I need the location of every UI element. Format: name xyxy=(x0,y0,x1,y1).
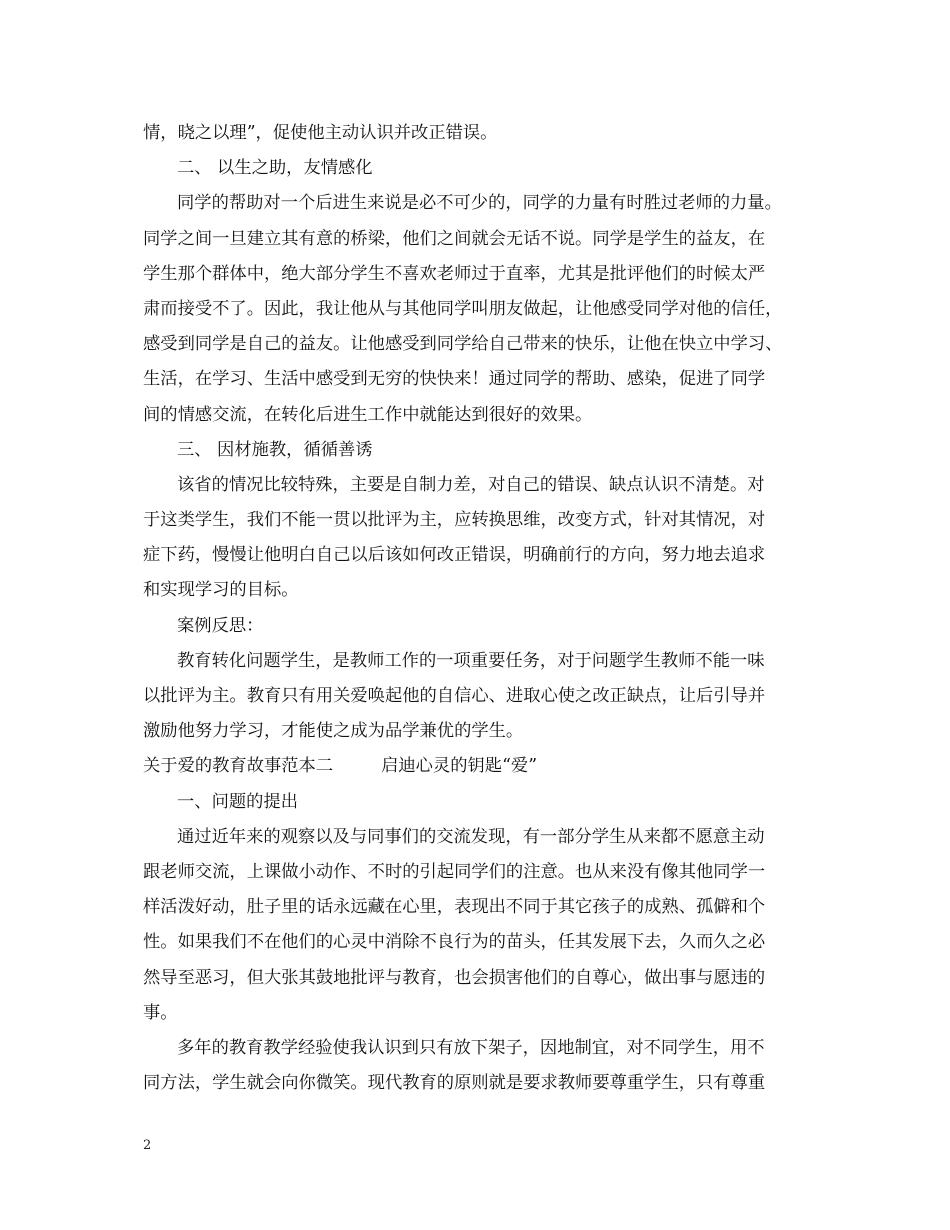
section-heading-three: 三、 因材施教，循循善诱 xyxy=(177,439,373,460)
paragraph-line: 间的情感交流，在转化后进生工作中就能达到很好的效果。 xyxy=(143,404,593,425)
paragraph-line: 生活，在学习、生活中感受到无穷的快快来！通过同学的帮助、感染，促进了同学 xyxy=(143,369,766,390)
page-number: 2 xyxy=(143,1138,152,1153)
paragraph-line: 事。 xyxy=(143,1002,178,1023)
section-heading-two: 二、 以生之助，友情感化 xyxy=(177,158,373,179)
paragraph-line: 同学之间一旦建立其有意的桥梁，他们之间就会无话不说。同学是学生的益友，在 xyxy=(143,228,766,249)
story-title-line xyxy=(143,749,823,784)
paragraph-line: 性。如果我们不在他们的心灵中消除不良行为的苗头，任其发展下去，久而久之必 xyxy=(143,932,766,953)
paragraph-line: 通过近年来的观察以及与同事们的交流发现，有一部分学生从来都不愿意主动 xyxy=(177,826,765,847)
paragraph-line: 激励他努力学习，才能使之成为品学兼优的学生。 xyxy=(143,721,524,742)
problem-heading: 一、问题的提出 xyxy=(177,791,298,812)
case-reflection-heading: 案例反思： xyxy=(177,615,264,636)
paragraph-line: 肃而接受不了。因此，我让他从与其他同学叫朋友做起，让他感受同学对他的信任， xyxy=(143,298,783,319)
paragraph-line: 样活泼好动，肚子里的话永远藏在心里，表现出不同于其它孩子的成熟、孤僻和个 xyxy=(143,897,766,918)
paragraph-line: 然导至恶习，但大张其鼓地批评与教育，也会损害他们的自尊心，做出事与愿违的 xyxy=(143,967,766,988)
paragraph-line: 多年的教育教学经验使我认识到只有放下架子，因地制宜，对不同学生，用不 xyxy=(177,1037,765,1058)
paragraph-line: 症下药，慢慢让他明白自己以后该如何改正错误，明确前行的方向，努力地去追求 xyxy=(143,545,766,566)
paragraph-line: 感受到同学是自己的益友。让他感受到同学给自己带来的快乐，让他在快立中学习、 xyxy=(143,334,783,355)
paragraph-line: 学生那个群体中，绝大部分学生不喜欢老师过于直率，尤其是批评他们的时候太严 xyxy=(143,263,766,284)
paragraph-line: 以批评为主。教育只有用关爱唤起他的自信心、进取心使之改正缺点，让后引导并 xyxy=(143,686,766,706)
paragraph-line: 情，晓之以理”，促使他主动认识并改正错误。 xyxy=(143,123,498,143)
paragraph-line: 同方法，学生就会向你微笑。现代教育的原则就是要求教师要尊重学生，只有尊重 xyxy=(143,1073,766,1094)
paragraph-line: 和实现学习的目标。 xyxy=(143,580,299,601)
paragraph-line: 教育转化问题学生，是教师工作的一项重要任务，对于问题学生教师不能一味 xyxy=(177,650,765,671)
document-body xyxy=(143,116,823,1101)
paragraph-line: 跟老师交流，上课做小动作、不时的引起同学们的注意。也从来没有像其他同学一 xyxy=(143,861,766,882)
paragraph-line: 该省的情况比较特殊，主要是自制力差，对自己的错误、缺点认识不清楚。对 xyxy=(177,474,765,495)
story-subtitle: 启迪心灵的钥匙“爱” xyxy=(381,756,538,777)
paragraph-line: 于这类学生，我们不能一贯以批评为主，应转换思维，改变方式，针对其情况，对 xyxy=(143,510,766,531)
paragraph-line: 同学的帮助对一个后进生来说是必不可少的，同学的力量有时胜过老师的力量。 xyxy=(177,193,782,214)
story-title: 关于爱的教育故事范本二 xyxy=(143,756,334,777)
